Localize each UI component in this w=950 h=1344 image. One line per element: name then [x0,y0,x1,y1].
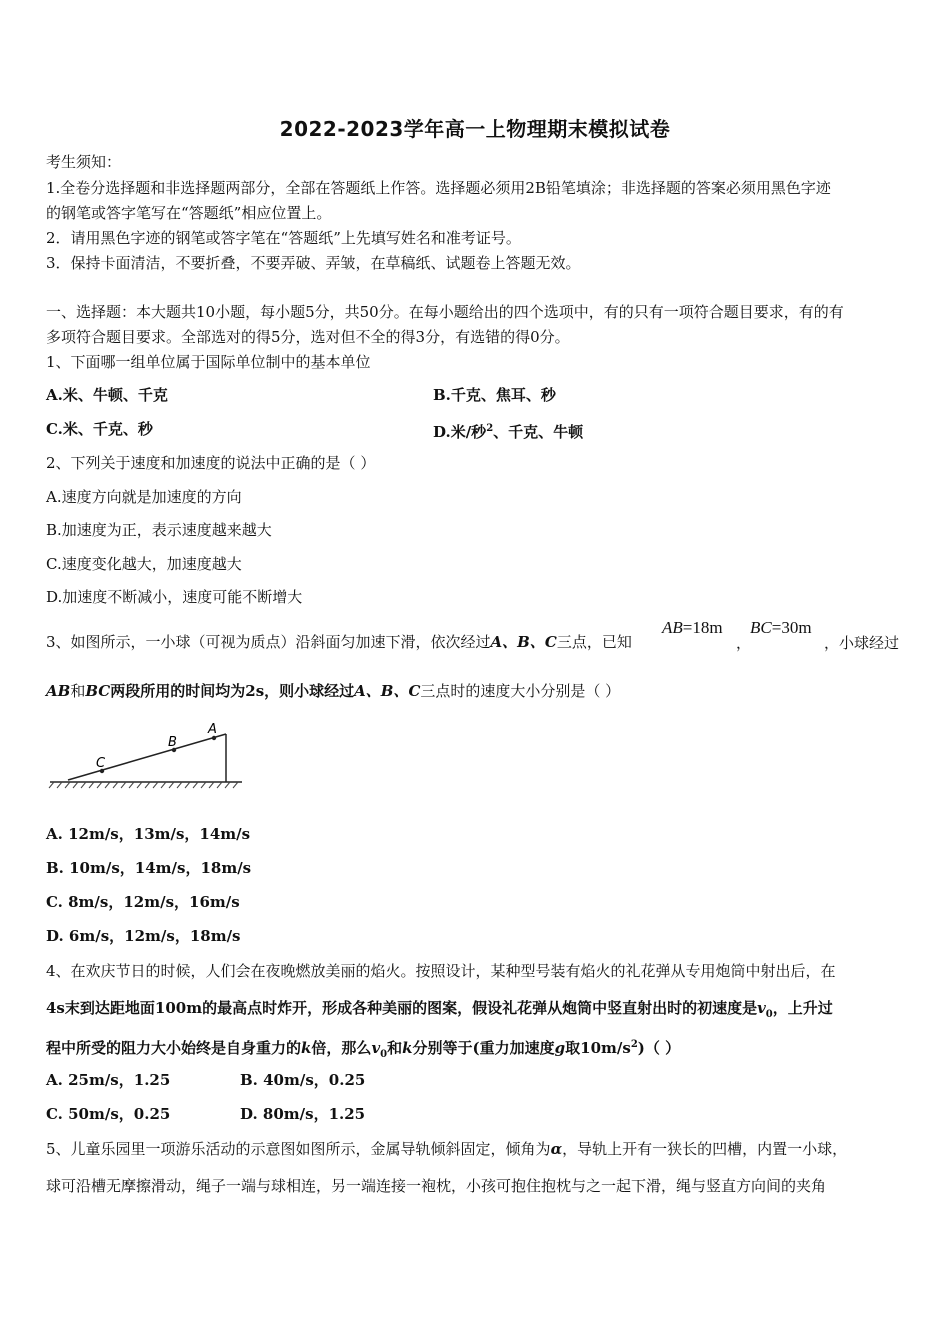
q3-stem-end: ，小球经过 [824,634,900,652]
question-4-option-d: D. 80m/s，1.25 [240,1105,366,1123]
question-4-stem-line-2 [46,998,833,1025]
question-1-option-d [433,419,583,442]
notice-heading: 考生须知： [46,153,122,171]
question-2-option-a: A.速度方向就是加速度的方向 [46,488,242,506]
q4-v0: v [757,999,766,1017]
section-intro-line-2: 多项符合题目要求。全部选对的得5分，选对但不全的得3分，有选错的得0分。 [46,328,570,346]
label-c: C [96,756,106,771]
q5-line1-post: ，导轨上开有一狭长的凹槽，内置一小球， [562,1140,848,1158]
q4-k-2: k [402,1039,413,1057]
question-4-option-a: A. 25m/s，1.25 [46,1071,171,1089]
ground-hatching [49,782,238,788]
q3-line2-points: A、B、C [354,682,421,700]
question-1-option-b: B.千克、焦耳、秒 [433,386,556,404]
q4-k: k [301,1039,312,1057]
incline-surface [68,734,226,780]
notice-item-2: 2．请用黑色字迹的钢笔或答字笔在“答题纸”上先填写姓名和准考证号。 [46,229,521,247]
q3-seg-ab: AB [46,682,71,700]
notice-item-1-cont: 的钢笔或答字笔写在“答题纸”相应位置上。 [46,204,332,222]
incline-diagram [46,716,246,792]
q3-eq2-val: =30m [771,618,812,637]
question-3-option-d: D. 6m/s，12m/s，18m/s [46,927,241,945]
q4-line3-and: 和 [387,1039,403,1057]
q3-stem-pre: 3、如图所示，一小球（可视为质点）沿斜面匀加速下滑，依次经过 [46,633,491,651]
q4-line3-end: 取10m/s [565,1039,631,1057]
question-2-option-d: D.加速度不断减小，速度可能不断增大 [46,588,303,606]
q3-line2-rest: 两段所用的时间均为2s，则小球经过 [110,682,355,700]
option-d-superscript: 2 [486,423,494,434]
q4-line3-pre: 程中所受的阻力大小始终是自身重力的 [46,1039,302,1057]
question-4-option-c: C. 50m/s，0.25 [46,1105,171,1123]
q4-g: g [554,1039,566,1057]
q4-line3-mid: 倍，那么 [311,1039,372,1057]
page-title: 2022-2023学年高一上物理期末模拟试卷 [279,117,671,141]
notice-item-1: 1.全卷分选择题和非选择题两部分，全部在答题纸上作答。选择题必须用2B铅笔填涂；非选择题的答案必须用黑色字迹 [46,179,831,197]
question-2-stem: 2、下列关于速度和加速度的说法中正确的是（ ） [46,454,376,472]
option-d-prefix: D.米/秒 [433,423,487,441]
q3-equation-bc [750,618,812,638]
q4-line3-post: 分别等于(重力加速度 [412,1039,555,1057]
question-1-option-c: C.米、千克、秒 [46,420,153,438]
q4-v0-sub: 0 [765,1009,773,1020]
q3-line2-end: 三点时的速度大小分别是（ ） [420,682,621,700]
question-3-option-b: B. 10m/s，14m/s，18m/s [46,859,252,877]
q3-eq2-var: BC [750,618,772,637]
q4-line2-pre: 4s末到达距地面100m的最高点时炸开，形成各种美丽的图案，假设礼花弹从炮筒中竖直射出时的初速度是 [46,999,758,1017]
option-d-suffix: 、千克、牛顿 [493,423,584,441]
q3-eq1-val: =18m [682,618,723,637]
q3-points: A、B、C [490,633,557,651]
q3-stem-mid: 三点，已知 [556,633,632,651]
q3-seg-bc: BC [85,682,111,700]
question-4-stem-line-1: 4、在欢庆节日的时候，人们会在夜晚燃放美丽的焰火。按照设计，某种型号装有焰火的礼花弹从专用炮筒中射出后，在 [46,962,836,980]
question-3-stem-line-1 [46,632,632,652]
section-intro-line-1: 一、选择题：本大题共10小题，每小题5分，共50分。在每小题给出的四个选项中，有的只有一项符合题目要求，有的有 [46,303,844,321]
question-1-stem: 1、下面哪一组单位属于国际单位制中的基本单位 [46,353,371,371]
q4-line2-post: ，上升过 [772,999,833,1017]
question-5-stem-line-1 [46,1139,847,1159]
question-4-stem-line-3 [46,1035,680,1065]
q5-line1-pre: 5、儿童乐园里一项游乐活动的示意图如图所示，金属导轨倾斜固定，倾角为 [46,1140,551,1158]
question-2-option-b: B.加速度为正，表示速度越来越大 [46,521,272,539]
label-a: A [208,722,217,737]
q4-v0-2-sub: 0 [380,1049,388,1060]
q4-v0-2: v [371,1039,381,1057]
question-3-option-c: C. 8m/s，12m/s，16m/s [46,893,240,911]
q4-line3-close: )（ ） [637,1039,681,1057]
question-3-stem-line-2 [46,681,620,701]
question-4-option-b: B. 40m/s，0.25 [240,1071,366,1089]
q3-comma: ， [736,634,752,652]
q5-alpha: α [550,1140,563,1158]
notice-item-3: 3．保持卡面清洁，不要折叠，不要弄破、弄皱，在草稿纸、试题卷上答题无效。 [46,254,581,272]
question-2-option-c: C.速度变化越大，加速度越大 [46,555,242,573]
question-1-option-a: A.米、牛顿、千克 [46,386,168,404]
q4-sup: 2 [630,1039,638,1050]
question-5-stem-line-2: 球可沿槽无摩擦滑动，绳子一端与球相连，另一端连接一袍枕，小孩可抱住抱枕与之一起下滑，绳与竖直方向间的夹角 [46,1177,827,1195]
label-b: B [168,735,177,750]
q3-equation-ab [662,618,723,638]
q3-eq1-var: AB [662,618,683,637]
question-3-option-a: A. 12m/s，13m/s，14m/s [46,825,251,843]
q3-and: 和 [70,682,86,700]
